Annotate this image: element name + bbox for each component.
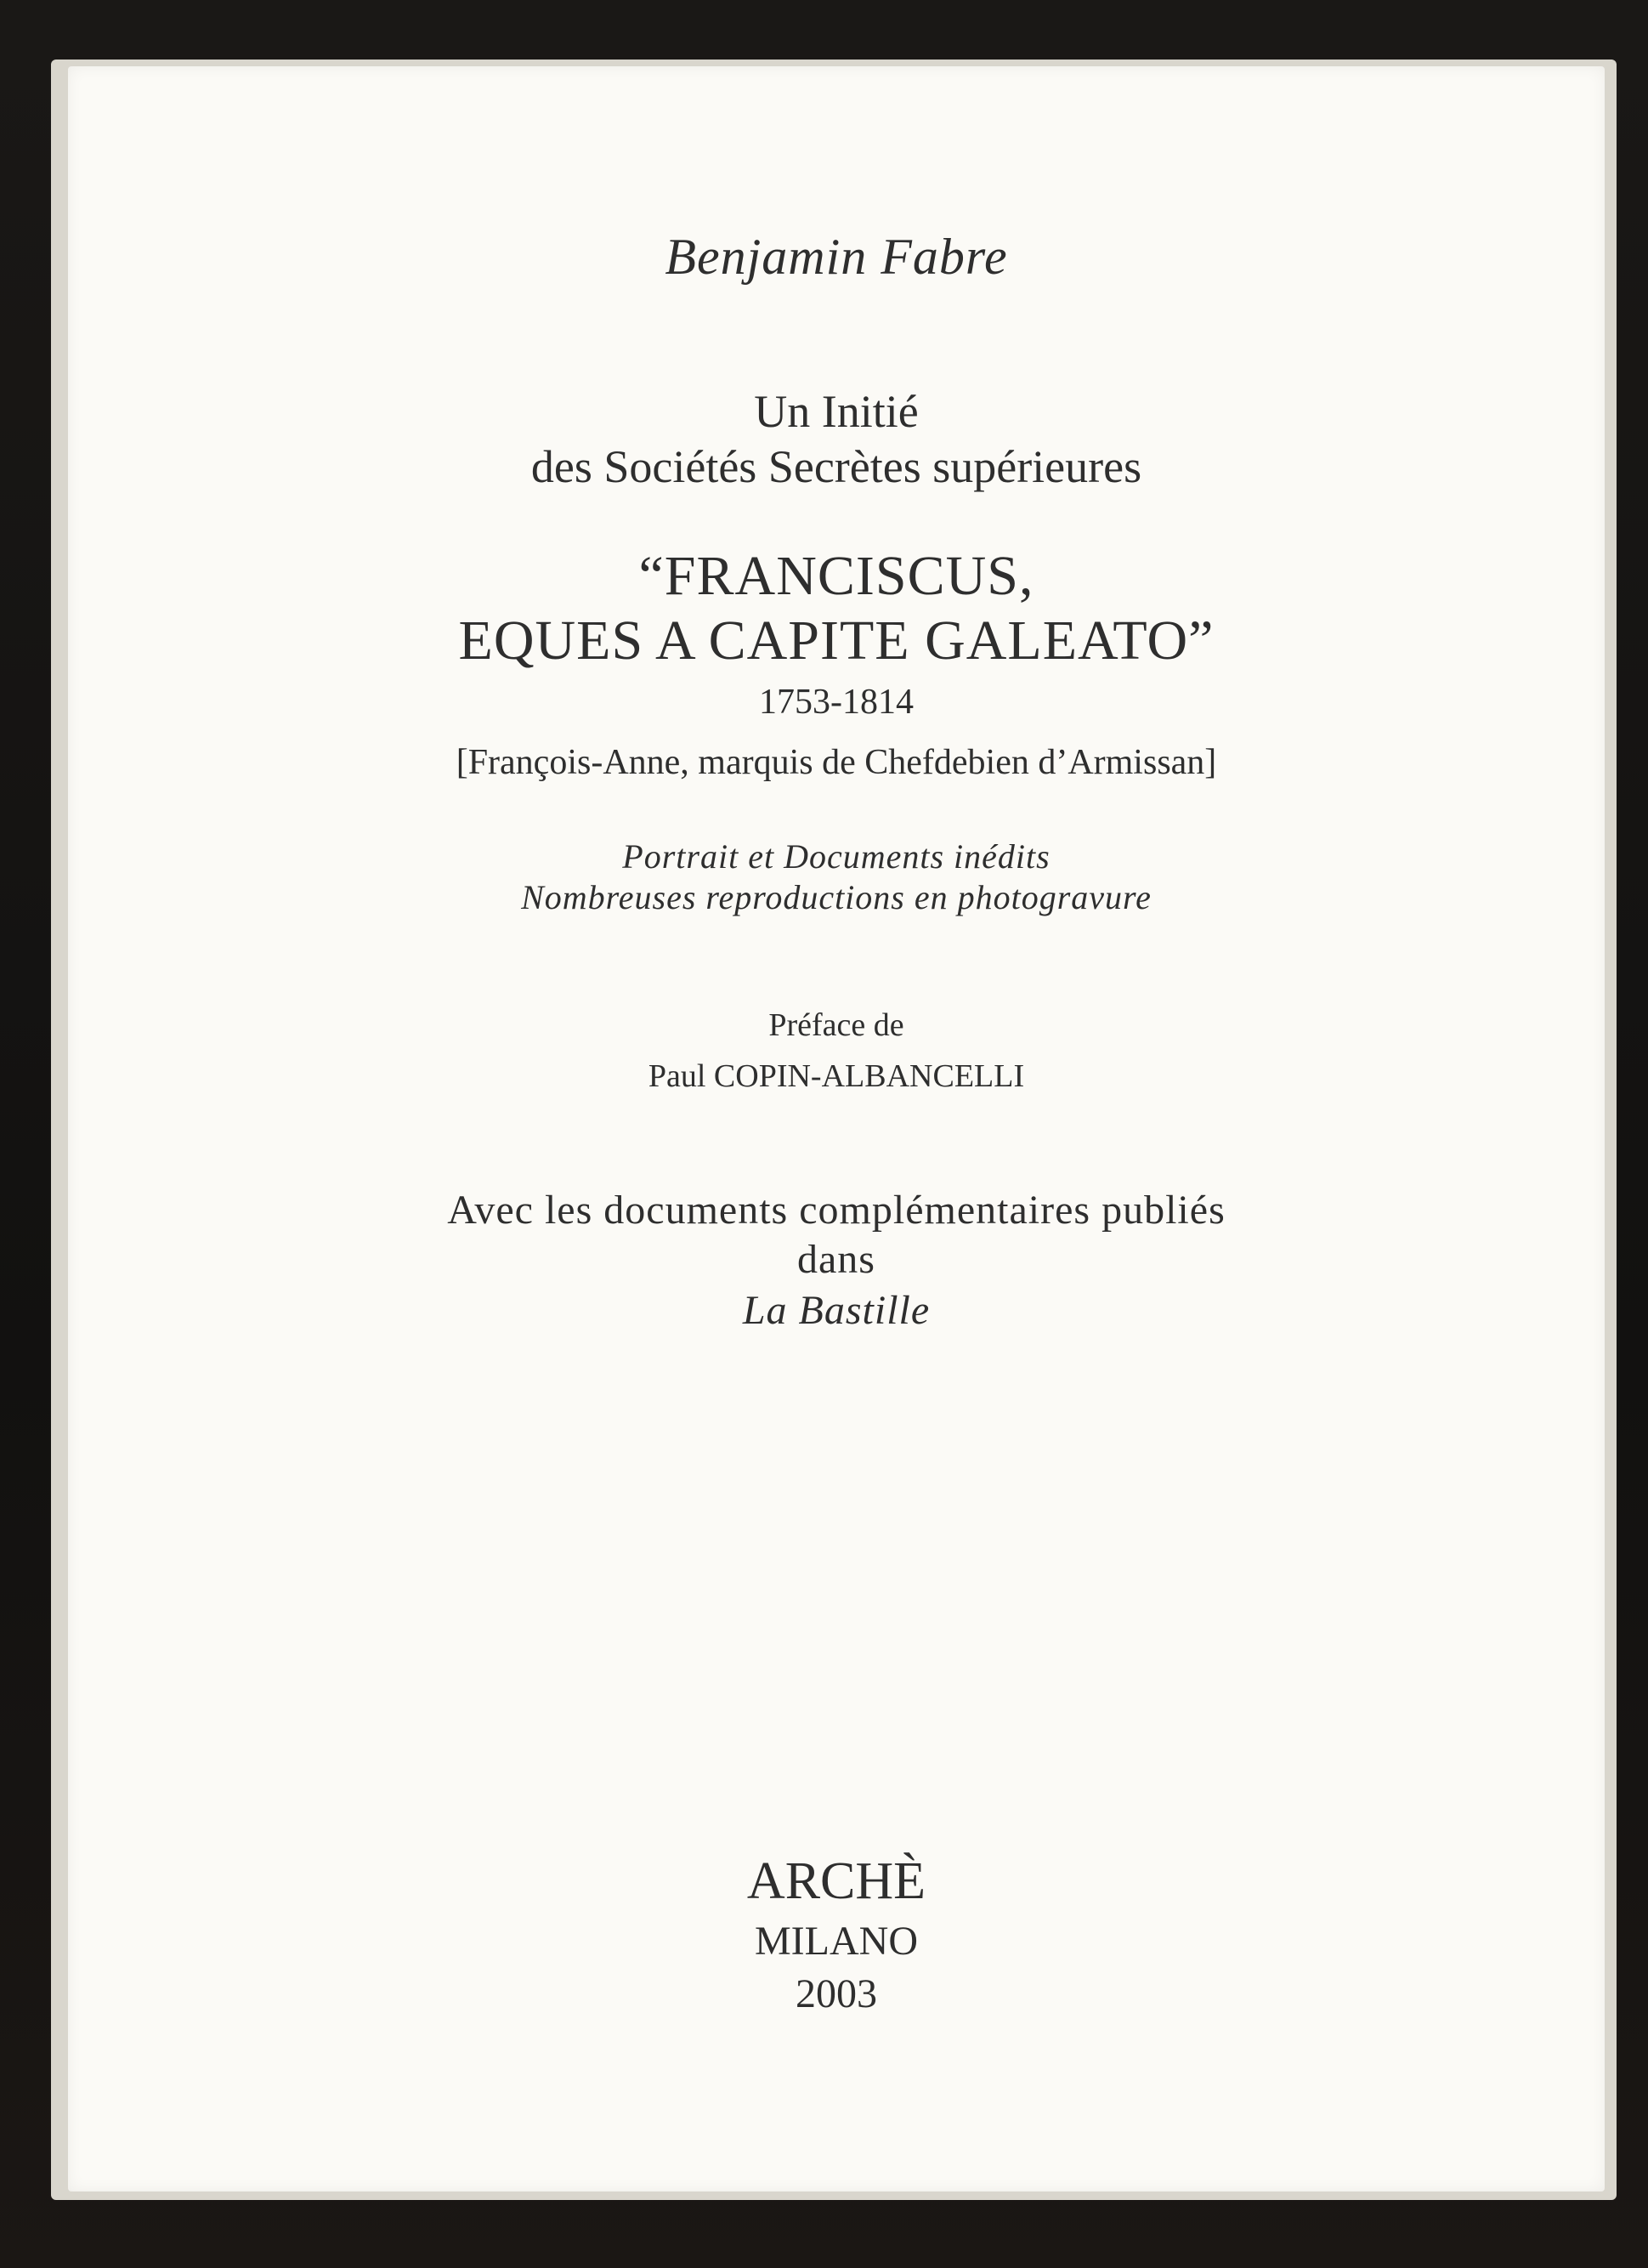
publisher-city: MILANO	[755, 1919, 918, 1964]
extra-line-1: Avec les documents complémentaires publiés	[447, 1188, 1226, 1233]
title-line-1: “FRANCISCUS,	[638, 545, 1034, 607]
extra-line-3: La Bastille	[742, 1288, 931, 1333]
author-name: Benjamin Fabre	[665, 229, 1008, 285]
description-line-1: Portrait et Documents inédits	[622, 837, 1051, 876]
publication-year: 2003	[796, 1971, 877, 2016]
subtitle-line-1: Un Initié	[754, 386, 919, 437]
extra-line-2: dans	[797, 1237, 875, 1282]
preface-label: Préface de	[768, 1007, 904, 1043]
book-cover	[68, 66, 1605, 2191]
preface-author: Paul COPIN-ALBANCELLI	[648, 1058, 1025, 1094]
life-dates: 1753-1814	[759, 683, 914, 722]
person-identity: [François-Anne, marquis de Chefdebien d’Armissan]	[456, 743, 1217, 782]
description-line-2: Nombreuses reproductions en photogravure	[521, 878, 1152, 916]
publisher-name: ARCHÈ	[746, 1852, 926, 1910]
title-line-2: EQUES A CAPITE GALEATO”	[458, 610, 1215, 672]
subtitle-line-2: des Sociétés Secrètes supérieures	[530, 441, 1142, 492]
